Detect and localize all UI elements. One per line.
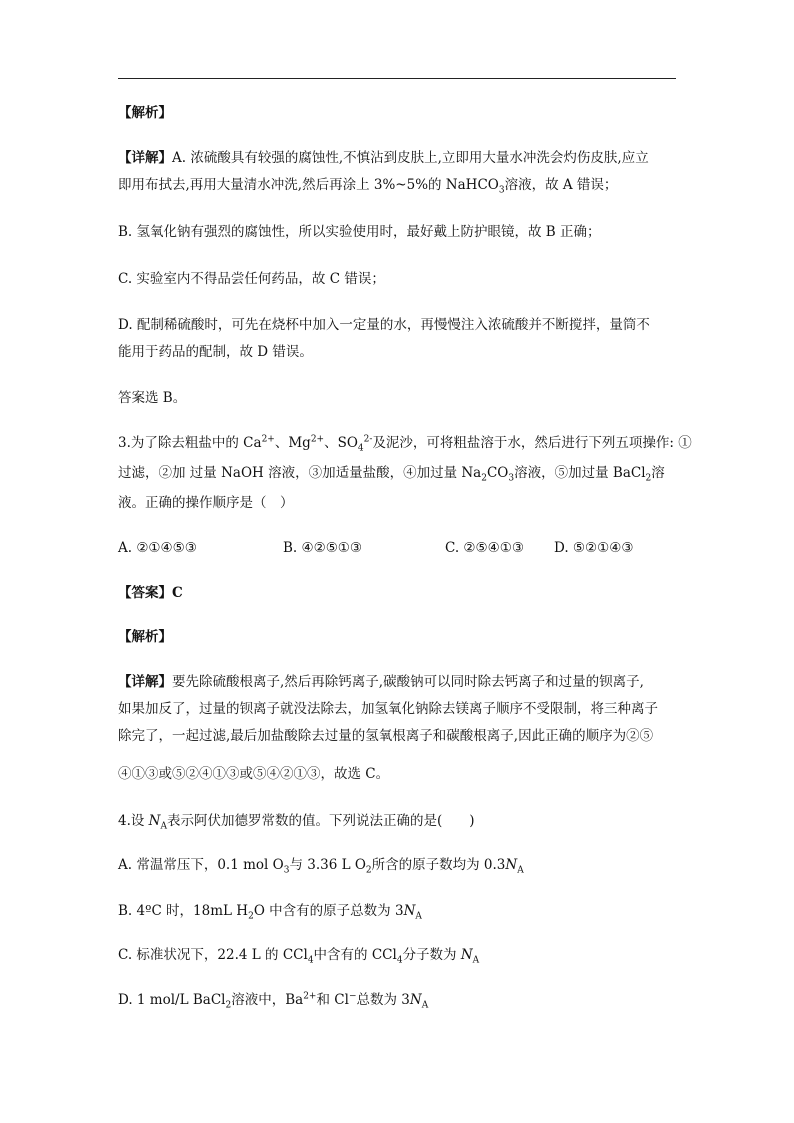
answer-choice-text: 答案选 B。 [118, 390, 187, 406]
q3-option-b: B. ④②⑤①③ [283, 540, 363, 556]
header-rule [118, 78, 676, 79]
detail-option-c: C. 实验室内不得品尝任何药品，故 C 错误； [118, 271, 385, 287]
q3-detail-line-1: 【详解】要先除硫酸根离子,然后再除钙离子,碳酸钠可以同时除去钙离子和过量的钡离子, [118, 674, 644, 690]
q3-stem-line-3: 液。正确的操作顺序是（ ） [118, 495, 294, 511]
q3-answer: 【答案】C [118, 585, 183, 601]
detail-option-b: B. 氢氧化钠有强烈的腐蚀性，所以实验使用时，最好戴上防护眼镜，故 B 正确； [118, 224, 601, 240]
q3-detail-line-3: 除完了，一起过滤,最后加盐酸除去过量的氢氧根离子和碳酸根离子,因此正确的顺序为②⑤ [118, 728, 654, 744]
q3-option-c: C. ②⑤④①③ [445, 540, 524, 556]
q3-option-a: A. ②①④⑤③ [118, 540, 197, 556]
q3-stem-line-2: 过滤，②加 过量 NaOH 溶液，③加适量盐酸，④加过量 $Na_2CO_3$溶液，⑤加过量 BaCl$_2$溶 [118, 465, 665, 484]
q3-detail-line-2: 如果加反了，过量的钡离子就没法除去，加氢氧化钠除去镁离子顺序不受限制，将三种离子 [118, 701, 658, 717]
q3-stem-line-1: 3.为了除去粗盐中的 $Ca^{2+}$、$Mg^{2+}$、$SO_4^{2-}$及泥沙，可将粗盐溶于水，然后进行下列五项操作: ① [118, 434, 692, 454]
analysis-heading: 【解析】 [118, 105, 172, 121]
q4-option-a: A. 常温常压下，0.1 mol $O_3$与 3.36 L $O_2$所含的原子数均为 $0.3N_A$ [118, 857, 524, 876]
detail-line-2: 即用布拭去,再用大量清水冲洗,然后再涂上 3%~5%的 NaHCO$_3$溶液，故 A 错误； [118, 177, 618, 196]
q4-stem: 4.设 $N_A$表示阿伏加德罗常数的值。下列说法正确的是( ) [118, 813, 475, 832]
q3-detail-line-4: ④①③或⑤②④①③或⑤④②①③，故选 C。 [118, 766, 390, 782]
q4-option-c: C. 标准状况下，22.4 L 的 CCl$_4$中含有的 CCl$_4$分子数为 $N_A$ [118, 947, 480, 966]
detail-option-d-line-1: D. 配制稀硫酸时，可先在烧杯中加入一定量的水，再慢慢注入浓硫酸并不断搅拌，量筒不 [118, 317, 650, 333]
q4-option-b: B. 4ºC 时，18mL $H_2O$ 中含有的原子总数为 $3N_A$ [118, 903, 422, 922]
q3-analysis-heading: 【解析】 [118, 629, 172, 645]
q4-option-d: D. 1 mol/L BaCl$_2$溶液中，$Ba^{2+}$和 Cl−总数为 $3N_A$ [118, 991, 429, 1011]
detail-option-d-line-2: 能用于药品的配制，故 D 错误。 [118, 344, 313, 360]
detail-line-1: 【详解】A. 浓硫酸具有较强的腐蚀性,不慎沾到皮肤上,立即用大量水冲洗会灼伤皮肤,应立 [118, 150, 649, 166]
q3-option-d: D. ⑤②①④③ [554, 540, 634, 556]
